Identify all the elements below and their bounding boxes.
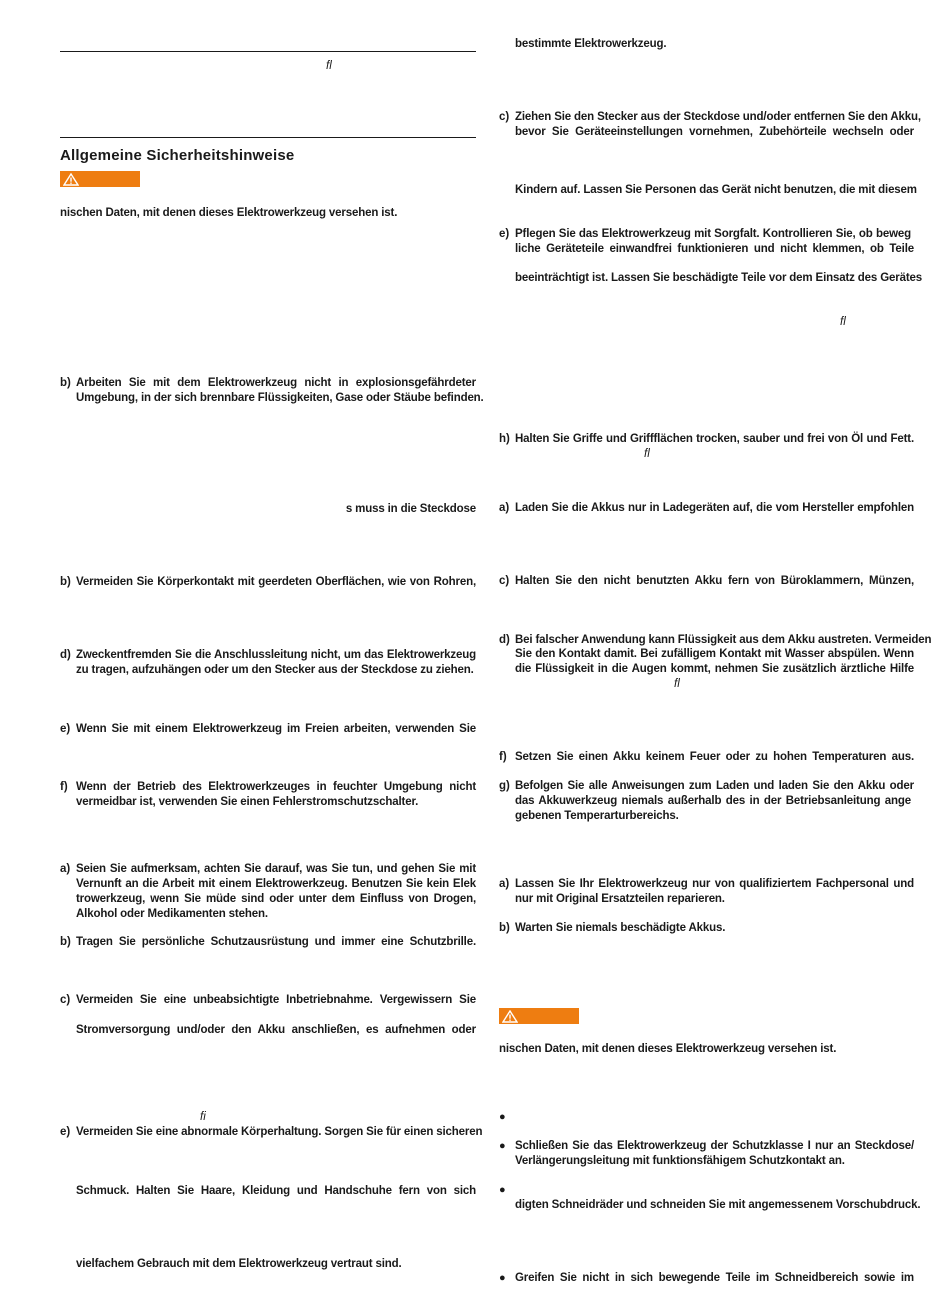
warning-triangle-icon: [502, 1010, 518, 1023]
section-rule: [60, 137, 476, 138]
item-line: trowerkzeug, wenn Sie müde sind oder unter dem Einfluss von Drogen,: [76, 893, 476, 905]
item-line: Warten Sie niemals beschädigte Akkus.: [515, 922, 726, 934]
item-label: a): [499, 502, 510, 514]
item-line: Laden Sie die Akkus nur in Ladegeräten auf, die vom Hersteller empfohlen: [515, 502, 914, 514]
item-label: a): [60, 863, 71, 875]
item-label: b): [499, 922, 510, 934]
warning-triangle-icon: [63, 173, 79, 186]
text-fragment: Kindern auf. Lassen Sie Personen das Gerät nicht benutzen, die mit diesem: [515, 184, 917, 196]
item-label: a): [499, 878, 510, 890]
top-rule: [60, 51, 476, 52]
ligature-fi: fi: [200, 1111, 206, 1123]
item-label: e): [499, 228, 510, 240]
item-label: c): [60, 994, 71, 1006]
item-line: Tragen Sie persönliche Schutzausrüstung und immer eine Schutzbrille.: [76, 936, 476, 948]
text-fragment: Stromversorgung und/oder den Akku anschließen, es aufnehmen oder: [76, 1024, 476, 1036]
bullet-icon: ●: [499, 1184, 506, 1196]
item-line: Arbeiten Sie mit dem Elektrowerkzeug nicht in explosionsgefährdeter: [76, 377, 476, 389]
item-label: f): [499, 751, 507, 763]
item-line: Bei falscher Anwendung kann Flüssigkeit aus dem Akku austreten. Vermeiden: [515, 634, 932, 646]
item-label: h): [499, 433, 510, 445]
ligature-fl: fl: [674, 678, 680, 690]
item-line: liche Geräteteile einwandfrei funktionieren und nicht klemmen, ob Teile: [515, 243, 914, 255]
item-label: d): [60, 649, 71, 661]
item-label: f): [60, 781, 68, 793]
ligature-fl: fl: [326, 60, 332, 72]
bullet-line: digten Schneidräder und schneiden Sie mit angemessenem Vorschubdruck.: [515, 1199, 921, 1211]
item-line: zu tragen, aufzuhängen oder um den Stecker aus der Steckdose zu ziehen.: [76, 664, 474, 676]
item-line: Sie den Kontakt damit. Bei zufälligem Kontakt mit Wasser abspülen. Wenn: [515, 648, 914, 660]
text-fragment: beeinträchtigt ist. Lassen Sie beschädigte Teile vor dem Einsatz des Gerätes: [515, 272, 923, 284]
ligature-fl: fl: [840, 316, 846, 328]
text-fragment: s muss in die Steckdose: [345, 503, 476, 515]
item-line: Ziehen Sie den Stecker aus der Steckdose und/oder entfernen Sie den Akku,: [515, 111, 921, 123]
item-line: Halten Sie den nicht benutzten Akku fern von Büroklammern, Münzen,: [515, 575, 914, 587]
item-label: e): [60, 723, 71, 735]
warning-banner: [60, 171, 140, 187]
item-line: Halten Sie Griffe und Griffflächen trocken, sauber und frei von Öl und Fett.: [515, 433, 914, 445]
item-line: Befolgen Sie alle Anweisungen zum Laden und laden Sie den Akku oder: [515, 780, 914, 792]
item-label: c): [499, 111, 510, 123]
item-label: b): [60, 377, 71, 389]
intro-text: nischen Daten, mit denen dieses Elektrowerkzeug versehen ist.: [499, 1043, 837, 1055]
text-fragment: bestimmte Elektrowerkzeug.: [515, 38, 667, 50]
item-label: e): [60, 1126, 71, 1138]
item-line: Vermeiden Sie eine unbeabsichtigte Inbetriebnahme. Vergewissern Sie: [76, 994, 476, 1006]
item-label: g): [499, 780, 510, 792]
item-label: b): [60, 576, 71, 588]
item-line: Vernunft an die Arbeit mit einem Elektrowerkzeug. Benutzen Sie kein Elek: [76, 878, 476, 890]
warning-banner: [499, 1008, 579, 1024]
item-line: Vermeiden Sie eine abnormale Körperhaltung. Sorgen Sie für einen sicheren: [76, 1126, 483, 1138]
item-line: Setzen Sie einen Akku keinem Feuer oder zu hohen Temperaturen aus.: [515, 751, 914, 763]
item-line: Umgebung, in der sich brennbare Flüssigkeiten, Gase oder Stäube befinden.: [76, 392, 484, 404]
item-label: b): [60, 936, 71, 948]
item-line: Zweckentfremden Sie die Anschlussleitung nicht, um das Elektrowerkzeug: [76, 649, 476, 661]
item-line: Wenn Sie mit einem Elektrowerkzeug im Freien arbeiten, verwenden Sie: [76, 723, 476, 735]
item-line: Vermeiden Sie Körperkontakt mit geerdeten Oberflächen, wie von Rohren,: [76, 576, 476, 588]
item-line: das Akkuwerkzeug niemals außerhalb des in der Betriebsanleitung ange: [515, 795, 911, 807]
item-line: vermeidbar ist, verwenden Sie einen Fehlerstromschutzschalter.: [76, 796, 419, 808]
section-heading: Allgemeine Sicherheitshinweise: [60, 147, 295, 164]
item-line: Pflegen Sie das Elektrowerkzeug mit Sorgfalt. Kontrollieren Sie, ob beweg: [515, 228, 911, 240]
bullet-icon: ●: [499, 1272, 506, 1284]
item-line: Wenn der Betrieb des Elektrowerkzeuges in feuchter Umgebung nicht: [76, 781, 476, 793]
item-line: nur mit Original Ersatzteilen reparieren.: [515, 893, 725, 905]
item-label: d): [499, 634, 510, 646]
item-line: Seien Sie aufmerksam, achten Sie darauf, was Sie tun, und gehen Sie mit: [76, 863, 476, 875]
bullet-icon: ●: [499, 1140, 506, 1152]
item-label: c): [499, 575, 510, 587]
text-fragment: vielfachem Gebrauch mit dem Elektrowerkzeug vertraut sind.: [76, 1258, 402, 1270]
bullet-line: Schließen Sie das Elektrowerkzeug der Schutzklasse I nur an Steckdose/: [515, 1140, 914, 1152]
item-line: die Flüssigkeit in die Augen kommt, nehmen Sie zusätzlich ärztliche Hilfe: [515, 663, 914, 675]
item-line: gebenen Temperarturbereichs.: [515, 810, 679, 822]
text-fragment: Schmuck. Halten Sie Haare, Kleidung und Handschuhe fern von sich: [76, 1185, 476, 1197]
item-line: Alkohol oder Medikamenten stehen.: [76, 908, 268, 920]
bullet-line: Verlängerungsleitung mit funktionsfähigem Schutzkontakt an.: [515, 1155, 845, 1167]
bullet-line: Greifen Sie nicht in sich bewegende Teile im Schneidbereich sowie im: [515, 1272, 914, 1284]
item-line: Lassen Sie Ihr Elektrowerkzeug nur von qualifiziertem Fachpersonal und: [515, 878, 914, 890]
item-line: bevor Sie Geräteeinstellungen vornehmen, Zubehörteile wechseln oder: [515, 126, 914, 138]
bullet-icon: ●: [499, 1111, 506, 1123]
intro-text: nischen Daten, mit denen dieses Elektrowerkzeug versehen ist.: [60, 207, 398, 219]
ligature-fl: fl: [644, 448, 650, 460]
